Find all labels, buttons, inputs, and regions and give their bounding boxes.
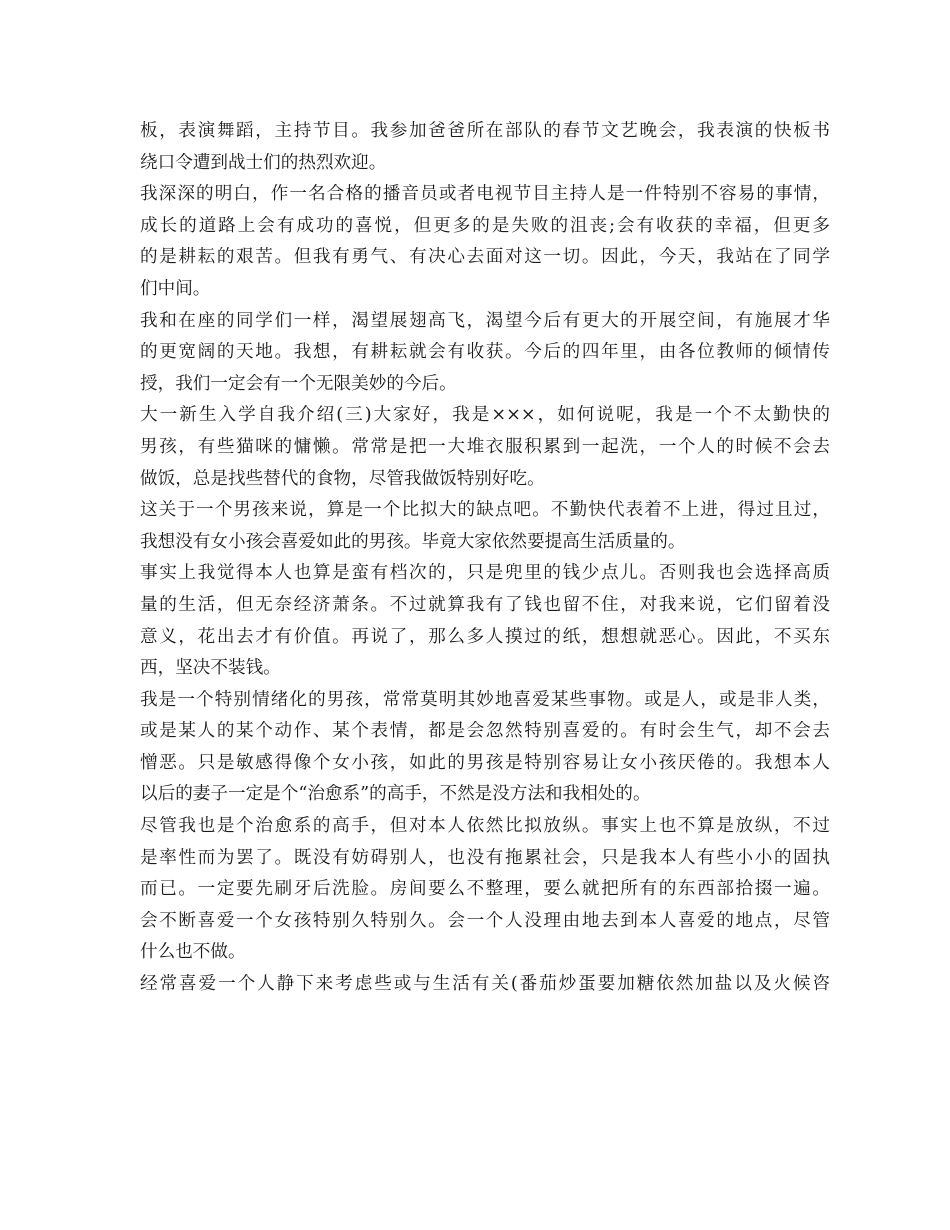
text-line: 大一新生入学自我介绍(三)大家好，我是×××，如何说呢，我是一个不太勤快的: [140, 405, 830, 426]
text-line: 板，表演舞蹈，主持节目。我参加爸爸所在部队的春节文艺晚会，我表演的快板书: [140, 121, 830, 141]
text-line: 我想没有女小孩会喜爱如此的男孩。毕竟大家依然要提高生活质量的。: [140, 531, 686, 552]
text-line: 西，坚决不装钱。: [140, 658, 281, 679]
text-line: 授，我们一定会有一个无限美妙的今后。: [140, 373, 457, 394]
text-line: 们中间。: [140, 278, 211, 299]
text-line: 我是一个特别情绪化的男孩，常常莫明其妙地喜爱某些事物。或是人，或是非人类，: [140, 689, 830, 710]
text-line: 我和在座的同学们一样，渴望展翅高飞，渴望今后有更大的开展空间，有施展才华: [140, 310, 830, 331]
text-line: 这关于一个男孩来说，算是一个比拟大的缺点吧。不勤快代表着不上进，得过且过，: [140, 500, 830, 521]
text-line: 以后的妻子一定是个“治愈系”的高手，不然是没方法和我相处的。: [140, 784, 651, 805]
text-line: 男孩，有些猫咪的慵懒。常常是把一大堆衣服积累到一起洗，一个人的时候不会去: [140, 436, 830, 457]
text-line: 量的生活，但无奈经济萧条。不过就算我有了钱也留不住，对我来说，它们留着没: [140, 594, 830, 615]
text-line: 是率性而为罢了。既没有妨碍别人，也没有拖累社会，只是我本人有些小小的固执: [140, 847, 830, 868]
text-line: 事实上我觉得本人也算是蛮有档次的，只是兜里的钱少点儿。否则我也会选择高质: [140, 563, 830, 584]
text-line: 尽管我也是个治愈系的高手，但对本人依然比拟放纵。事实上也不算是放纵，不过: [140, 816, 830, 837]
text-line: 或是某人的某个动作、某个表情，都是会忽然特别喜爱的。有时会生气，却不会去: [140, 721, 830, 742]
text-line: 憎恶。只是敏感得像个女小孩，如此的男孩是特别容易让女小孩厌倦的。我想本人: [140, 752, 830, 773]
text-line: 我深深的明白，作一名合格的播音员或者电视节目主持人是一件特别不容易的事情，: [140, 184, 830, 205]
text-line: 做饭，总是找些替代的食物，尽管我做饭特别好吃。: [140, 468, 545, 489]
text-line: 成长的道路上会有成功的喜悦，但更多的是失败的沮丧;会有收获的幸福，但更多: [140, 215, 830, 236]
text-line: 而已。一定要先刷牙后洗脸。房间要么不整理，要么就把所有的东西部拾掇一遍。: [140, 879, 830, 900]
text-line: 经常喜爱一个人静下来考虑些或与生活有关(番茄炒蛋要加糖依然加盐以及火候咨: [140, 974, 830, 995]
text-line: 什么也不做。: [140, 942, 246, 963]
document-body: [140, 116, 830, 1001]
text-line: 会不断喜爱一个女孩特别久特别久。会一个人没理由地去到本人喜爱的地点，尽管: [140, 910, 830, 931]
text-line: 绕口令遭到战士们的热烈欢迎。: [140, 152, 387, 173]
text-line: 意义，花出去才有价值。再说了，那么多人摸过的纸，想想就恶心。因此，不买东: [140, 626, 830, 647]
text-line: 的是耕耘的艰苦。但我有勇气、有决心去面对这一切。因此，今天，我站在了同学: [140, 247, 830, 268]
text-line: 的更宽阔的天地。我想，有耕耘就会有收获。今后的四年里，由各位教师的倾情传: [140, 342, 830, 363]
